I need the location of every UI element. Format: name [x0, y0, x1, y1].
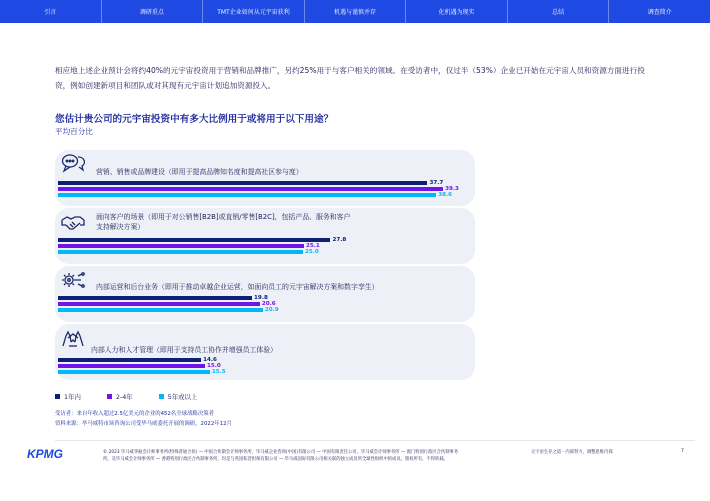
handshake-icon [61, 214, 85, 236]
chart-legend [55, 392, 197, 401]
bar-5yr [58, 308, 263, 312]
nav-item-6[interactable]: 总结 [508, 0, 610, 23]
legend-swatch [107, 394, 112, 399]
bar-value-label: 38.6 [438, 192, 453, 198]
legend-item-1yr [55, 392, 81, 401]
chart-question-title: 您估计贵公司的元宇宙投资中有多大比例用于或将用于以下用途？ [55, 114, 334, 125]
bar-1yr [58, 296, 252, 300]
chart-subtitle: 平均百分比 [55, 127, 93, 136]
bar-value-label: 25.1 [305, 243, 320, 249]
respondents-note: 受访者：来自年收入超过2.5亿美元的企业的452名全球战略决策者 [55, 411, 215, 417]
investment-bar-chart [55, 150, 475, 390]
kpmg-logo: KPMG [27, 447, 63, 461]
category-label: 内部运营和后台业务（即用于推动卓越企业运营，如面向员工的元宇宙解决方案和数字孪生） [96, 283, 379, 291]
nav-item-5[interactable]: 化机遇为现实 [406, 0, 508, 23]
legend-label: 5年或以上 [167, 393, 198, 401]
bar-value-label: 20.9 [264, 307, 279, 313]
top-navigation [0, 0, 710, 23]
bar-value-label: 15.5 [211, 369, 226, 375]
bar-2-4yr [58, 187, 443, 191]
nav-item-7[interactable]: 调查简介 [647, 9, 672, 16]
copyright-text [103, 449, 523, 463]
category-label: 支持解决方案） [96, 223, 145, 231]
gear-network-icon [61, 270, 85, 294]
source-note: 资料来源：毕马威特市场咨询公司受毕马威委托开展的调研，2022年12月 [55, 421, 232, 427]
copyright-line: © 2023 毕马威华振会计师事务所(特殊普通合伙) — 中国合伙制会计师事务所，毕马威企业咨询(中国)有限公司 — 中国有限责任公司，毕马威会计师事务所 — 澳门特别行政区合伙制事务 [103, 450, 459, 455]
category-panel [55, 266, 475, 322]
intro-paragraph: 相应地上述企业预计会将约40%的元宇宙投资用于营销和品牌推广，另约25%用于与客户相关的领域。在受访者中，仅过半（53%）企业已开始在元宇宙人员和资源方面进行投资，例如创建新项目和团队或对其现有元宇宙计划追加资源投入。 [55, 66, 645, 90]
chat-bubbles-icon [61, 153, 85, 177]
legend-item-5yr [159, 392, 198, 401]
bar-value-label: 27.8 [332, 237, 347, 243]
bar-5yr [58, 370, 210, 374]
team-hands-icon [61, 328, 85, 352]
nav-item-4[interactable]: 机遇与谨慎并存 [305, 0, 407, 23]
nav-item-1[interactable]: 引言 [0, 0, 102, 23]
copyright-line: 所，及毕马威会计师事务所 — 香港特别行政区合伙制事务所，均是与英国私营担保有限公司 — 毕马威国际有限公司相关联的独立成员所全球性组织中的成员。版权所有，不得转载。 [103, 457, 448, 462]
bar-5yr [58, 193, 436, 197]
bar-5yr [58, 250, 303, 254]
bar-value-label: 20.6 [261, 301, 276, 307]
page-number: 7 [681, 449, 684, 454]
legend-label: 1年内 [64, 393, 81, 401]
nav-item-3[interactable]: TMT企业如何从元宇宙获利 [203, 0, 305, 23]
category-label: 营销、销售或品牌建设（即用于提高品牌知名度和提高社区参与度） [96, 168, 303, 176]
bar-2-4yr [58, 244, 304, 248]
bar-2-4yr [58, 364, 205, 368]
bar-value-label: 15.0 [207, 363, 221, 369]
legend-swatch [55, 394, 60, 399]
bar-value-label: 14.6 [203, 357, 217, 363]
bar-1yr [58, 358, 201, 362]
legend-swatch [159, 394, 164, 399]
bar-1yr [58, 238, 330, 242]
legend-item-2-4yr [107, 392, 133, 401]
legend-label: 2-4年 [115, 393, 133, 401]
bar-value-label: 19.8 [254, 295, 268, 301]
bar-2-4yr [58, 302, 260, 306]
footer-divider [55, 440, 695, 441]
category-panel [55, 150, 475, 206]
bar-1yr [58, 181, 427, 185]
category-label: 内部人力和人才管理（即用于支持员工协作并增强员工体验） [91, 346, 278, 354]
bar-value-label: 25.0 [305, 249, 319, 255]
category-label: 面向客户的场景（即用于对公销售[B2B]或直销/零售[B2C]，包括产品、服务和客户 [96, 213, 351, 221]
bar-value-label: 37.7 [429, 180, 444, 186]
report-title-footer: 元宇宙生存之道 - 内部努力，调整思维内探 [531, 450, 613, 455]
bar-value-label: 39.3 [445, 186, 459, 192]
nav-item-2[interactable]: 调研重点 [102, 0, 204, 23]
